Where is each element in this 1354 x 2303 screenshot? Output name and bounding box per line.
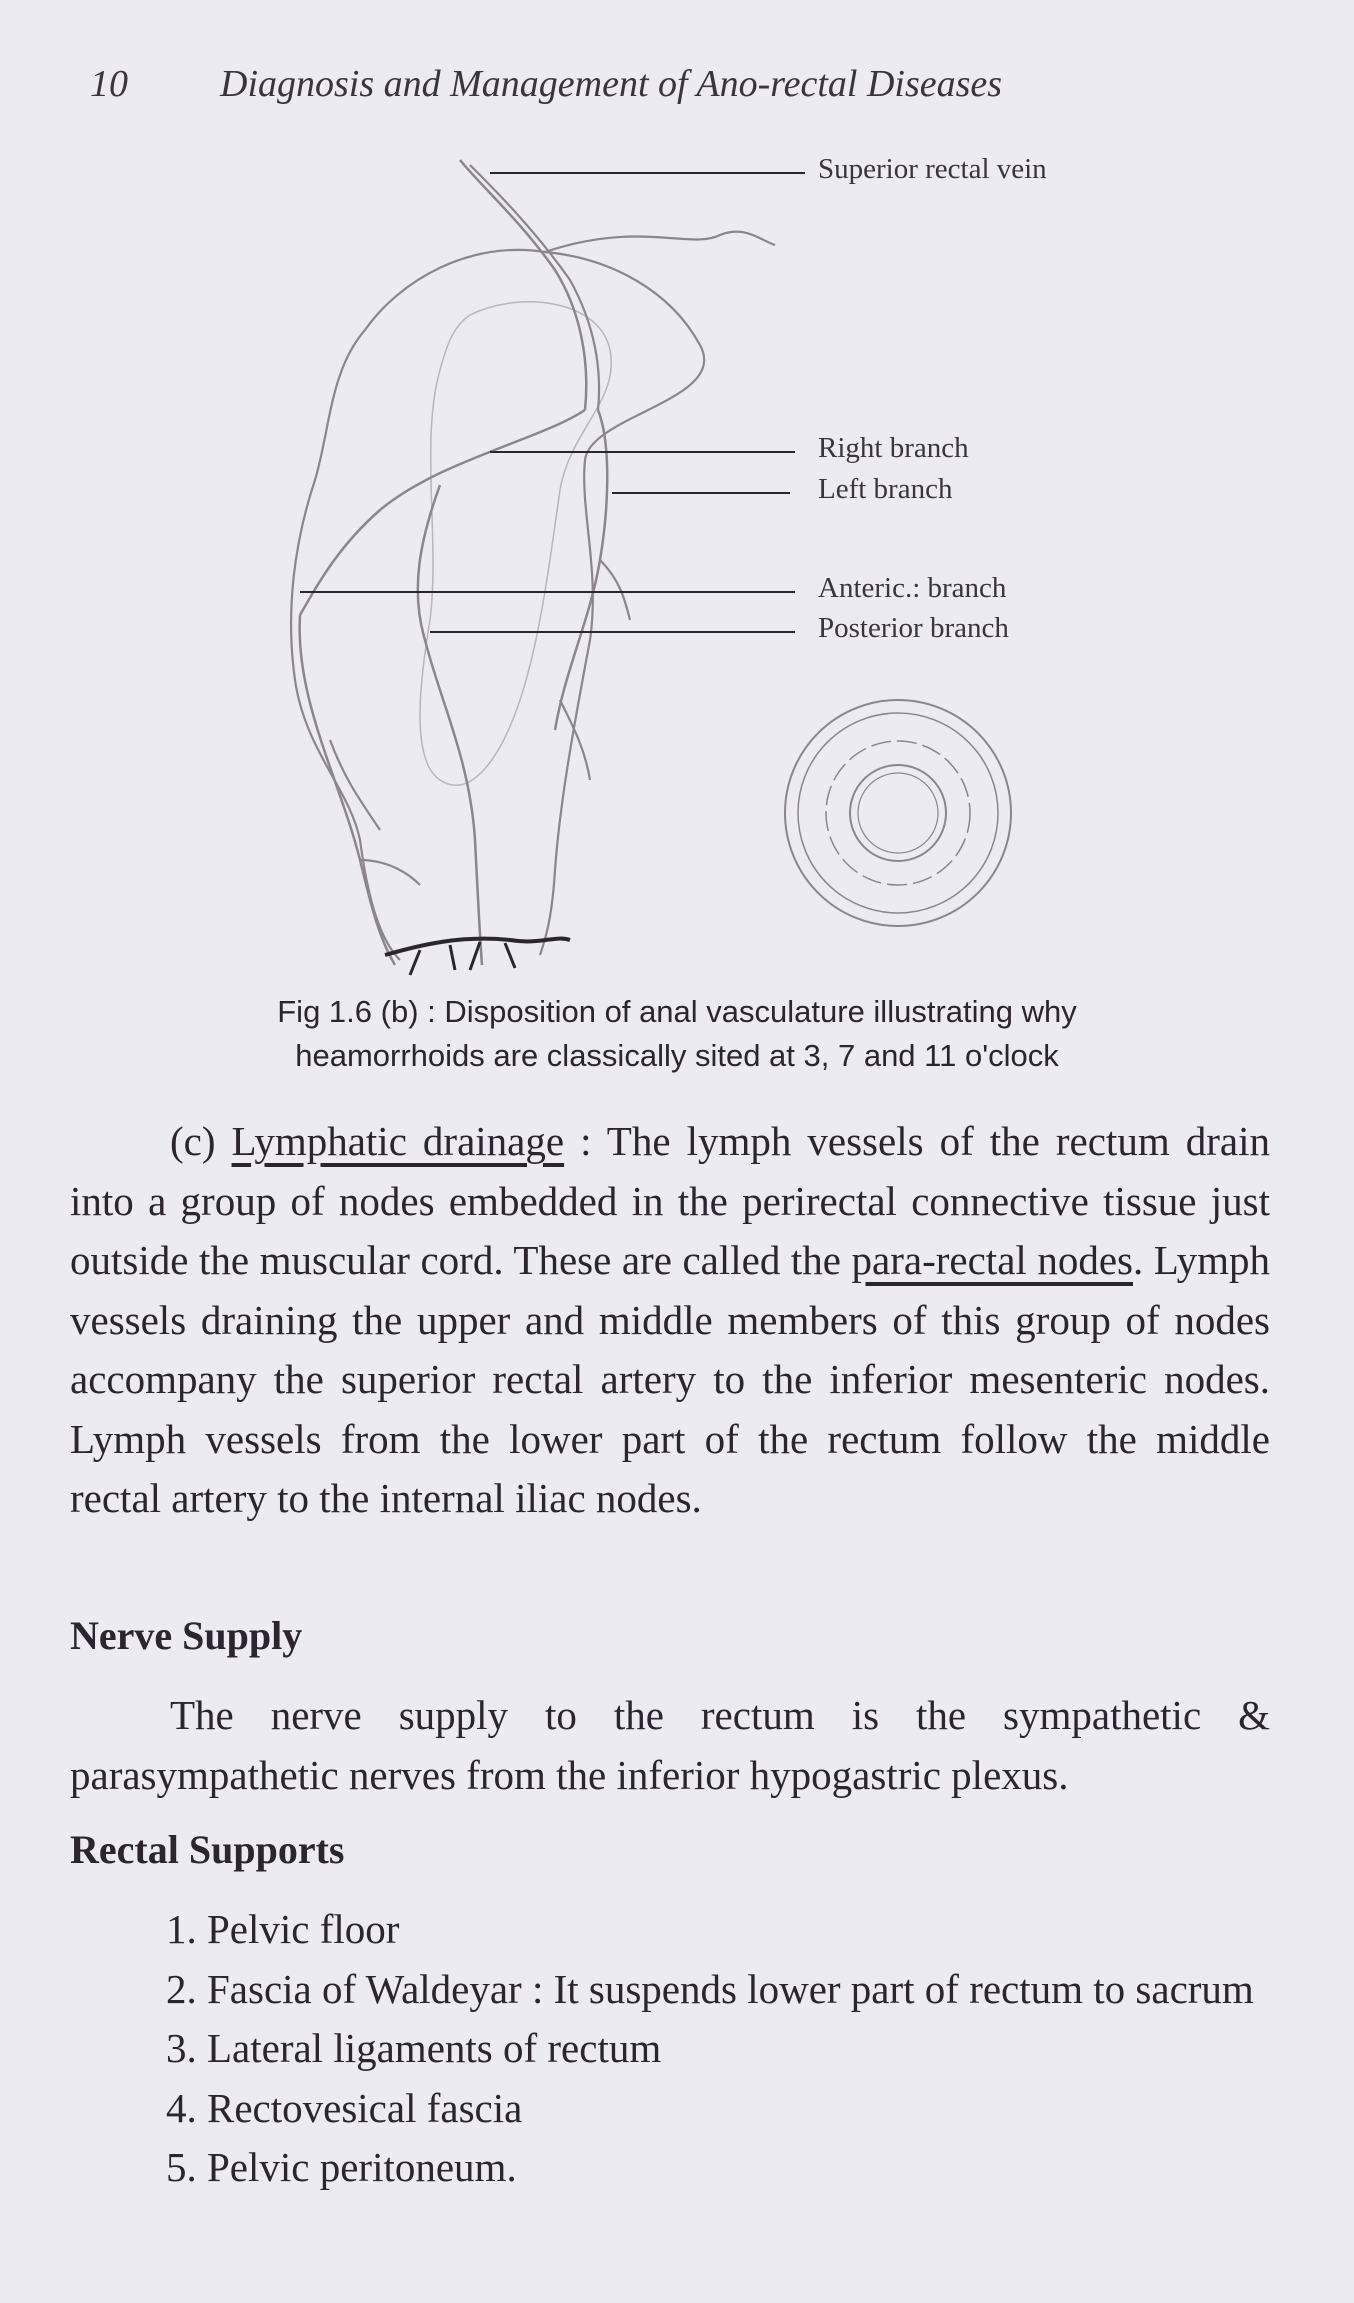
right-branch-vessel: [300, 410, 585, 615]
lymphatic-text-2: . Lymph vessels draining the upper and middle members of this group of nodes accompany the superior rectal artery to the inferior mesenteric nodes. Lymph vessels from the lower part of the rectum follow the middle rectal artery to the internal iliac nodes.: [70, 1237, 1270, 1521]
running-header: [90, 62, 1290, 106]
caption-line-1: Fig 1.6 (b) : Disposition of anal vasculature illustrating why: [277, 994, 1077, 1029]
figure-caption: [0, 990, 1354, 1078]
list-item: 5. Pelvic peritoneum.: [166, 2144, 517, 2190]
nerve-supply-heading: Nerve Supply: [70, 1613, 303, 1658]
list-item: 2. Fascia of Waldeyar : It suspends lower part of rectum to sacrum: [166, 1965, 1254, 2012]
label-right-branch: Right branch: [818, 432, 969, 464]
list-item: 4. Rectovesical fascia: [166, 2084, 523, 2131]
rectum-outline-right: [540, 252, 704, 955]
lymphatic-text-1: : The lymph vessels of the rectum drain into a group of nodes embedded in the perirectal connective tissue just outside the muscular cord. These are called the: [70, 1118, 1270, 1283]
anterior-branch-vessel: [300, 615, 395, 965]
para-rectal-nodes-term: para-rectal nodes: [851, 1237, 1133, 1283]
book-title: Diagnosis and Management of Ano-rectal Diseases: [220, 63, 1003, 105]
rectal-supports-list: [66, 1900, 1276, 2198]
label-left-branch: Left branch: [818, 473, 953, 505]
posterior-branch-vessel: [418, 485, 482, 965]
lymphatic-drainage-paragraph: [70, 1112, 1270, 1529]
rectal-supports-heading: Rectal Supports: [70, 1827, 345, 1872]
lymphatic-prefix: (c): [170, 1118, 232, 1164]
caption-line-2: heamorrhoids are classically sited at 3, 7 and 11 o'clock: [295, 1038, 1059, 1073]
nerve-supply-paragraph: The nerve supply to the rectum is the sympathetic & parasympathetic nerves from the inferior hypogastric plexus.: [70, 1692, 1270, 1798]
list-item: 3. Lateral ligaments of rectum: [166, 2025, 662, 2071]
label-anterior-branch: Anteric.: branch: [818, 572, 1007, 604]
lymphatic-heading: Lymphatic drainage: [231, 1118, 565, 1164]
list-item: 1. Pelvic floor: [166, 1906, 400, 1952]
label-superior-rectal-vein: Superior rectal vein: [818, 153, 1047, 185]
label-posterior-branch: Posterior branch: [818, 612, 1009, 644]
figure-anal-vasculature: [0, 140, 1354, 980]
anal-canal-cross-section: [785, 700, 1011, 926]
rectum-vasculature-drawing: [0, 140, 1354, 980]
superior-rectal-vein-path: [460, 160, 586, 410]
rectum-top-curve: [545, 232, 775, 252]
page-number: 10: [90, 63, 128, 105]
